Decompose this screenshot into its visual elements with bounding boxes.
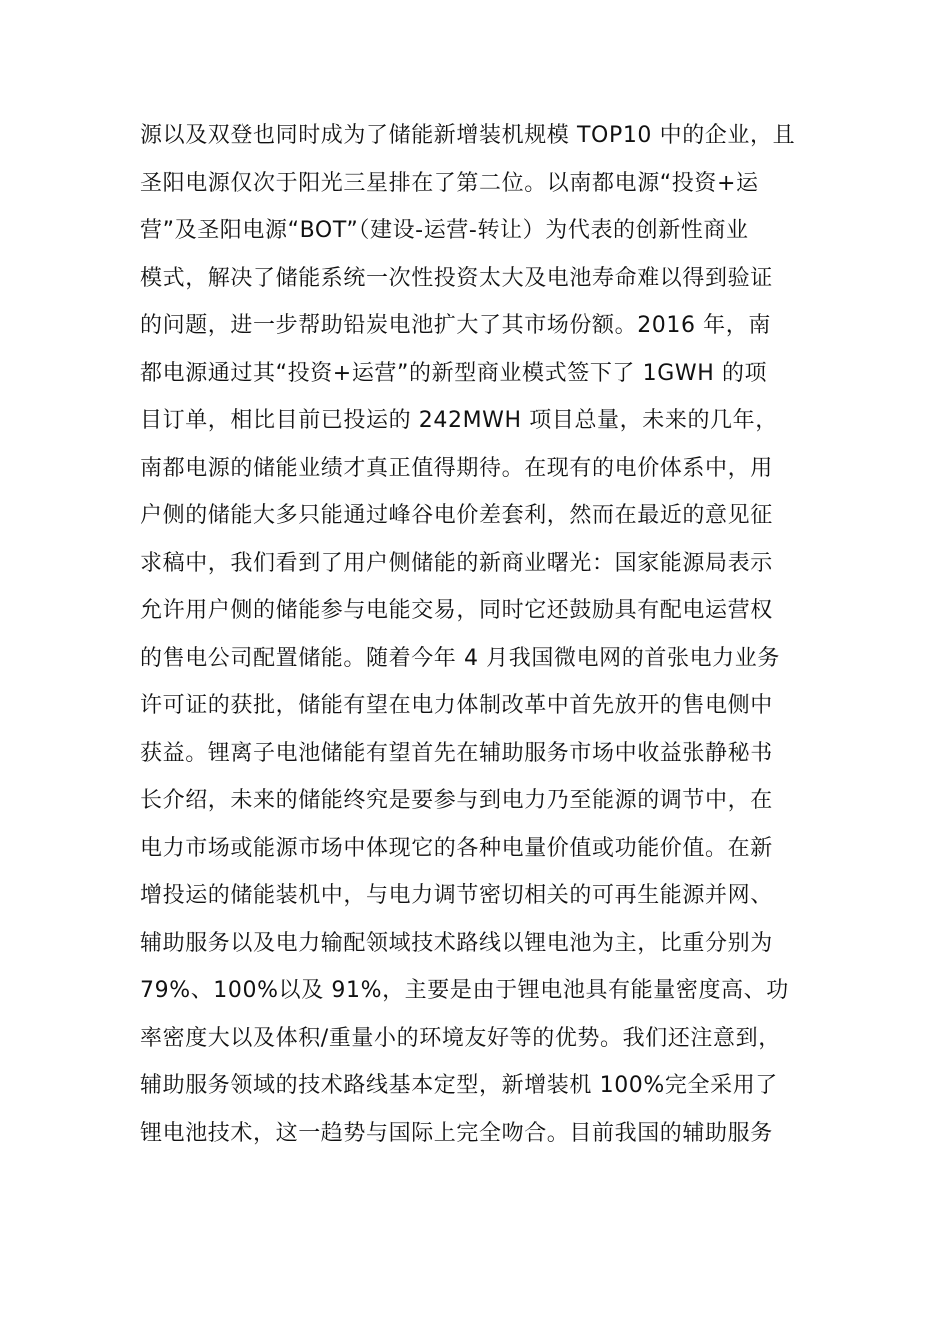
text-line-5: 的问题，进一步帮助铅炭电池扩大了其市场份额。2016 年，南	[140, 313, 771, 338]
text-line-8: 南都电源的储能业绩才真正值得期待。在现有的电价体系中，用	[140, 455, 773, 481]
text-line-2: 圣阳电源仅次于阳光三星排在了第二位。以南都电源“投资+运	[140, 170, 759, 196]
text-line-7: 目订单，相比目前已投运的 242MWH 项目总量，未来的几年，	[140, 408, 778, 433]
text-line-14: 获益。锂离子电池储能有望首先在辅助服务市场中收益张静秘书	[140, 740, 773, 766]
text-line-20: 率密度大以及体积/重量小的环境友好等的优势。我们还注意到，	[140, 1025, 781, 1051]
text-line-3: 营”及圣阳电源“BOT”（建设-运营-转让）为代表的创新性商业	[140, 218, 749, 243]
text-line-4: 模式，解决了储能系统一次性投资太大及电池寿命难以得到验证	[140, 265, 773, 291]
text-line-1: 源以及双登也同时成为了储能新增装机规模 TOP10 中的企业，且	[140, 123, 796, 148]
text-line-18: 辅助服务以及电力输配领域技术路线以锂电池为主，比重分别为	[140, 930, 773, 956]
text-line-12: 的售电公司配置储能。随着今年 4 月我国微电网的首张电力业务	[140, 645, 780, 671]
text-line-21: 辅助服务领域的技术路线基本定型，新增装机 100%完全采用了	[140, 1073, 778, 1098]
body-text	[140, 112, 812, 1157]
text-line-10: 求稿中，我们看到了用户侧储能的新商业曙光：国家能源局表示	[140, 550, 773, 576]
text-line-16: 电力市场或能源市场中体现它的各种电量价值或功能价值。在新	[140, 835, 773, 861]
text-line-13: 许可证的获批，储能有望在电力体制改革中首先放开的售电侧中	[140, 693, 773, 718]
text-line-17: 增投运的储能装机中，与电力调节密切相关的可再生能源并网、	[140, 883, 773, 908]
text-line-11: 允许用户侧的储能参与电能交易，同时它还鼓励具有配电运营权	[140, 598, 773, 623]
text-line-22: 锂电池技术，这一趋势与国际上完全吻合。目前我国的辅助服务	[140, 1120, 773, 1146]
text-line-15: 长介绍，未来的储能终究是要参与到电力乃至能源的调节中，在	[140, 788, 773, 813]
text-line-6: 都电源通过其“投资+运营”的新型商业模式签下了 1GWH 的项	[140, 360, 768, 386]
text-line-9: 户侧的储能大多只能通过峰谷电价差套利，然而在最近的意见征	[140, 503, 773, 528]
text-line-19: 79%、100%以及 91%，主要是由于锂电池具有能量密度高、功	[140, 978, 789, 1003]
